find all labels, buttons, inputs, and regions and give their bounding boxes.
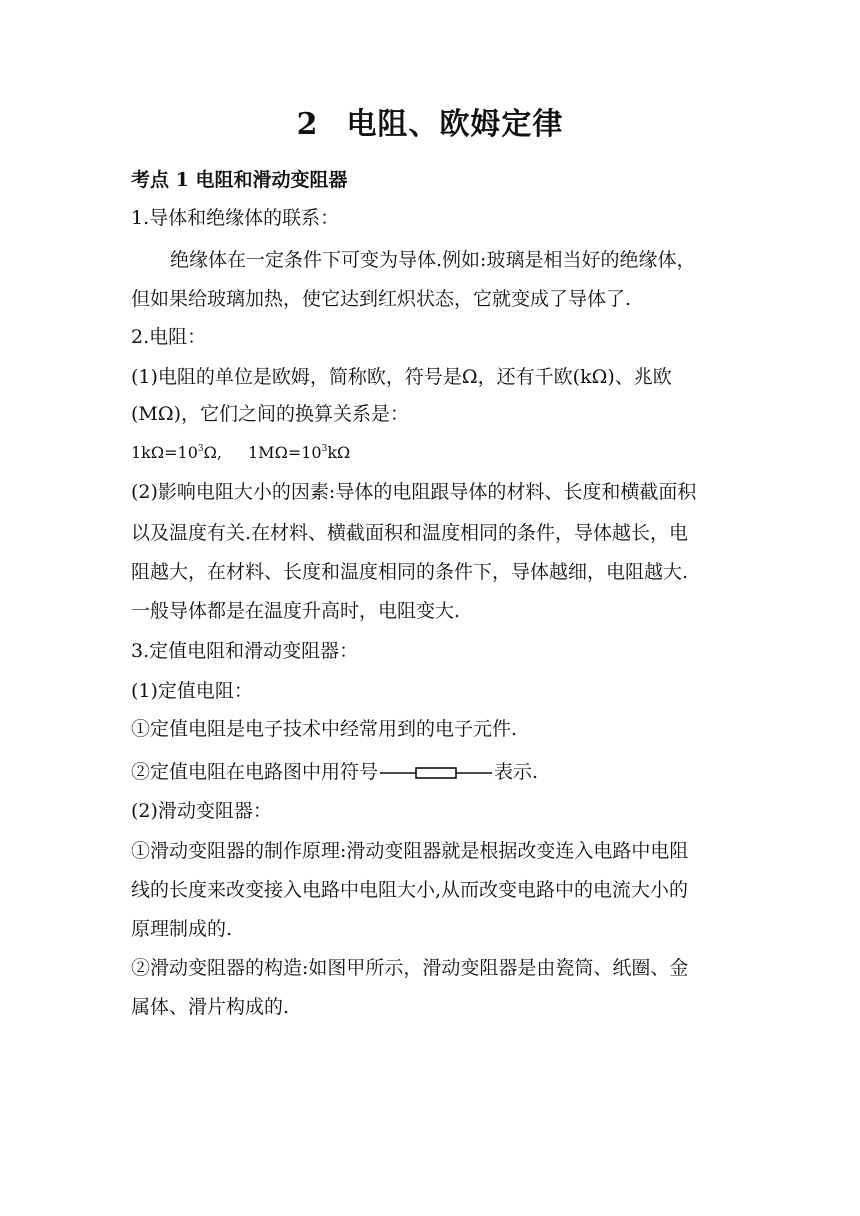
formula-1-exponent: 3 — [197, 444, 204, 454]
page-title — [0, 100, 860, 150]
paragraph-line: 绝缘体在一定条件下可变为导体.例如:玻璃是相当好的绝缘体， — [170, 249, 696, 271]
paragraph-line: 但如果给玻璃加热，使它达到红炽状态，它就变成了导体了. — [131, 288, 632, 310]
title-number: 2 — [296, 107, 319, 142]
paragraph-line: 一般导体都是在温度升高时，电阻变大. — [131, 600, 461, 622]
paragraph-line: 线的长度来改变接入电路中电阻大小,从而改变电路中的电流大小的 — [131, 879, 689, 901]
paragraph-line: (1)电阻的单位是欧姆，简称欧，符号是Ω，还有千欧(kΩ)、兆欧 — [131, 366, 672, 388]
symbol-sentence-end: 表示. — [494, 761, 539, 783]
paragraph-line: 属体、滑片构成的. — [131, 996, 290, 1018]
paragraph-line: (2)影响电阻大小的因素:导体的电阻跟导体的材料、长度和横截面积 — [131, 481, 697, 503]
formula-1-base: 1kΩ=10 — [131, 443, 198, 462]
item-label-3: 3.定值电阻和滑动变阻器： — [131, 640, 359, 662]
paragraph-line: ①滑动变阻器的制作原理:滑动变阻器就是根据改变连入电路中电阻 — [131, 840, 689, 862]
formula-2-unit: kΩ — [327, 443, 351, 462]
formula-1-unit: Ω, — [203, 443, 222, 462]
section-heading: 考点 1 电阻和滑动变阻器 — [131, 169, 348, 191]
item-label-1: 1.导体和绝缘体的联系： — [131, 207, 340, 229]
paragraph-line: (MΩ)，它们之间的换算关系是： — [131, 403, 410, 425]
sub-item-label: (1)定值电阻： — [131, 680, 253, 702]
formula-2-base: 1MΩ=10 — [248, 443, 322, 462]
title-text: 电阻、欧姆定律 — [346, 107, 564, 142]
sub-item-label: (2)滑动变阻器： — [131, 800, 272, 822]
paragraph-line: 以及温度有关.在材料、横截面积和温度相同的条件，导体越长，电 — [131, 522, 689, 544]
item-label-2: 2.电阻： — [131, 326, 207, 348]
paragraph-line: ①定值电阻是电子技术中经常用到的电子元件. — [131, 718, 518, 740]
paragraph-line: 阻越大，在材料、长度和温度相同的条件下，导体越细，电阻越大. — [131, 561, 689, 583]
paragraph-line: 原理制成的. — [131, 918, 233, 940]
conversion-formula — [131, 438, 731, 468]
formula-2-exponent: 3 — [321, 444, 328, 454]
resistor-symbol-icon — [380, 765, 492, 781]
paragraph-line: ②滑动变阻器的构造:如图甲所示，滑动变阻器是由瓷筒、纸圈、金 — [131, 957, 689, 979]
symbol-sentence-start: ②定值电阻在电路图中用符号 — [131, 761, 379, 783]
paragraph-line — [131, 757, 731, 787]
